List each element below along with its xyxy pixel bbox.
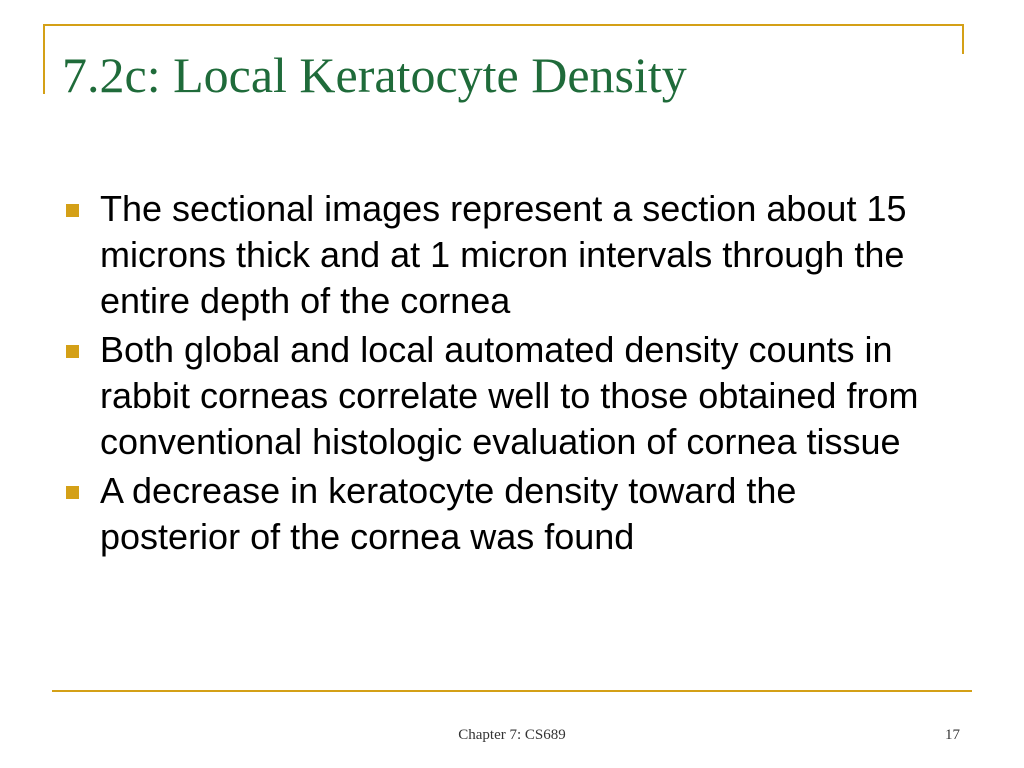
bullet-item bbox=[62, 186, 942, 324]
bullet-text: Both global and local automated density counts in rabbit corneas correlate well to those obtained from conventional histologic evaluation of cornea tissue bbox=[100, 329, 919, 462]
page-number: 17 bbox=[945, 727, 960, 743]
bullet-list bbox=[62, 186, 942, 563]
footer-divider bbox=[52, 690, 972, 692]
bullet-text: The sectional images represent a section about 15 microns thick and at 1 micron intervals through the entire depth of the cornea bbox=[100, 188, 907, 321]
footer-chapter-label: Chapter 7: CS689 bbox=[458, 727, 566, 743]
frame-top-line bbox=[44, 24, 964, 26]
square-bullet-icon bbox=[66, 345, 79, 358]
bullet-item bbox=[62, 468, 942, 560]
frame-left-line bbox=[43, 24, 45, 94]
bullet-text: A decrease in keratocyte density toward the posterior of the cornea was found bbox=[100, 470, 797, 557]
frame-right-line bbox=[962, 24, 964, 54]
square-bullet-icon bbox=[66, 204, 79, 217]
bullet-item bbox=[62, 327, 942, 465]
square-bullet-icon bbox=[66, 486, 79, 499]
slide-title: 7.2c: Local Keratocyte Density bbox=[62, 47, 687, 103]
